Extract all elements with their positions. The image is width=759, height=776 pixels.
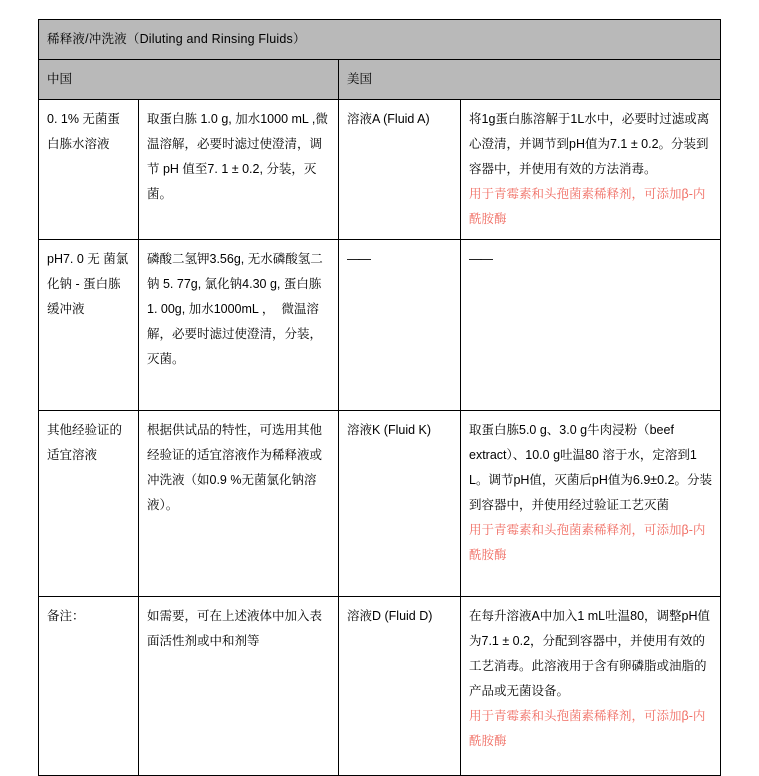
us-fluid-desc-cell: [461, 597, 721, 776]
table-title-text: 稀释液/冲洗液（Diluting and Rinsing Fluids）: [47, 32, 306, 46]
us-fluid-desc-cell: [461, 100, 721, 240]
us-fluid-desc-text: 将1g蛋白胨溶解于1L水中，必要时过滤或离心澄清，并调节到pH值为7.1 ± 0.2。分装到容器中，并使用有效的方法消毒。: [469, 112, 710, 176]
us-fluid-note-text: 用于青霉素和头孢菌素稀释剂，可添加β-内酰胺酶: [469, 187, 706, 226]
region-header-usa-label: 美国: [347, 72, 373, 86]
us-fluid-desc-cell: [461, 411, 721, 597]
us-fluid-name-text: 溶液D (Fluid D): [347, 609, 433, 623]
us-fluid-desc-text: 在每升溶液A中加入1 mL吐温80，调整pH值为7.1 ± 0.2，分配到容器中，并使用有效的工艺消毒。此溶液用于含有卵磷脂或油脂的产品或无菌设备。: [469, 609, 711, 698]
us-fluid-name-text: 溶液A (Fluid A): [347, 112, 430, 126]
region-header-china: [39, 60, 339, 100]
cn-fluid-name-cell: [39, 100, 139, 240]
cn-fluid-name-text: pH7. 0 无 菌氯化钠 - 蛋白胨缓冲液: [47, 252, 129, 316]
cn-remark-desc-cell: [139, 597, 339, 776]
cn-remark-label-cell: [39, 597, 139, 776]
table-row: [39, 100, 721, 240]
us-fluid-note-text: 用于青霉素和头孢菌素稀释剂，可添加β-内酰胺酶: [469, 523, 706, 562]
us-fluid-name-cell: [339, 597, 461, 776]
us-fluid-name-text: 溶液K (Fluid K): [347, 423, 432, 437]
region-header-usa: [339, 60, 721, 100]
table-title-row: [39, 20, 721, 60]
cn-fluid-name-cell: [39, 411, 139, 597]
cn-fluid-name-cell: [39, 240, 139, 411]
cn-fluid-desc-cell: [139, 411, 339, 597]
us-fluid-desc-text: ——: [469, 252, 492, 266]
us-fluid-desc-text: 取蛋白胨5.0 g、3.0 g牛肉浸粉（beef extract）、10.0 g吐温80 溶于水，定溶到1 L。调节pH值，灭菌后pH值为6.9±0.2。分装到容器中，并使用经过验证工艺灭菌: [469, 423, 713, 512]
table-row: [39, 240, 721, 411]
region-header-row: [39, 60, 721, 100]
us-fluid-note-text: 用于青霉素和头孢菌素稀释剂，可添加β-内酰胺酶: [469, 709, 706, 748]
diluting-rinsing-fluids-table: [38, 19, 721, 776]
region-header-china-label: 中国: [47, 72, 73, 86]
cn-fluid-desc-text: 取蛋白胨 1.0 g, 加水1000 mL ,微温溶解，必要时滤过使澄清，调节 pH 值至7. 1 ± 0.2, 分装，灭菌。: [147, 112, 328, 201]
us-fluid-desc-cell: [461, 240, 721, 411]
us-fluid-name-cell: [339, 100, 461, 240]
table-title-cell: [39, 20, 721, 60]
cn-remark-label-text: 备注：: [47, 609, 85, 623]
cn-fluid-name-text: 0. 1% 无菌蛋白胨水溶液: [47, 112, 120, 151]
cn-fluid-desc-cell: [139, 100, 339, 240]
table-row: [39, 597, 721, 776]
us-fluid-name-cell: [339, 240, 461, 411]
us-fluid-name-cell: [339, 411, 461, 597]
cn-fluid-desc-cell: [139, 240, 339, 411]
cn-fluid-desc-text: 根据供试品的特性，可选用其他经验证的适宜溶液作为稀释液或冲洗液（如0.9 %无菌氯化钠溶液）。: [147, 423, 323, 512]
us-fluid-name-text: ——: [347, 252, 370, 266]
table-row: [39, 411, 721, 597]
cn-fluid-desc-text: 磷酸二氢钾3.56g, 无水磷酸氢二钠 5. 77g, 氯化钠4.30 g, 蛋白胨1. 00g, 加水1000mL ， 微温溶解，必要时滤过使澄清，分装，灭菌。: [147, 252, 323, 366]
cn-remark-desc-text: 如需要，可在上述液体中加入表面活性剂或中和剂等: [147, 609, 323, 648]
cn-fluid-name-text: 其他经验证的适宜溶液: [47, 423, 123, 462]
